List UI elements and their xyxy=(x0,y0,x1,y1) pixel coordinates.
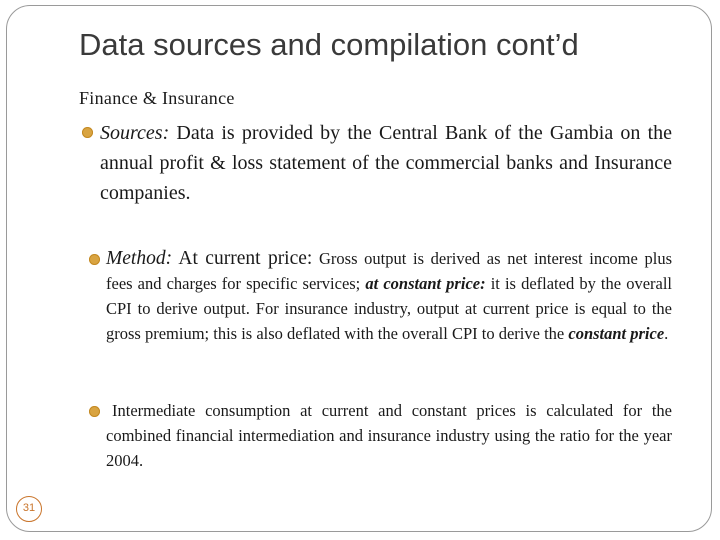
sources-label: Sources: xyxy=(100,122,170,144)
method-text-2: it is deflated by the overall CPI to derive output. For insurance industry, output at current price is equal to the gross premium; this is also deflated with the overall CPI to derive the xyxy=(106,274,672,343)
method-end: . xyxy=(664,324,669,343)
bullet-dot-icon xyxy=(82,127,93,138)
constant-price-term: constant price xyxy=(568,324,665,343)
page-number-badge: 31 xyxy=(16,496,42,522)
bullet-sources xyxy=(100,118,672,208)
bullet-method xyxy=(106,246,672,346)
method-text-1: Gross output is derived as net interest income plus fees and charges for specific services; xyxy=(106,249,672,293)
at-current-price-label: At current price: xyxy=(172,248,313,269)
sources-text: Data is provided by the Central Bank of the Gambia on the annual profit & loss statement of the commercial banks and Insurance companies. xyxy=(100,122,672,204)
section-subtitle: Finance & Insurance xyxy=(79,88,235,108)
intermediate-text: Intermediate consumption at current and constant prices is calculated for the combined financial intermediation and insurance industry using the ratio for the year 2004. xyxy=(106,401,672,470)
method-label: Method: xyxy=(106,248,173,269)
bullet-dot-icon xyxy=(89,406,100,417)
at-constant-price-label: at constant price: xyxy=(365,274,486,293)
bullet-dot-icon xyxy=(89,254,100,265)
slide-title: Data sources and compilation cont’d xyxy=(79,27,579,62)
bullet-intermediate-consumption xyxy=(106,398,672,473)
